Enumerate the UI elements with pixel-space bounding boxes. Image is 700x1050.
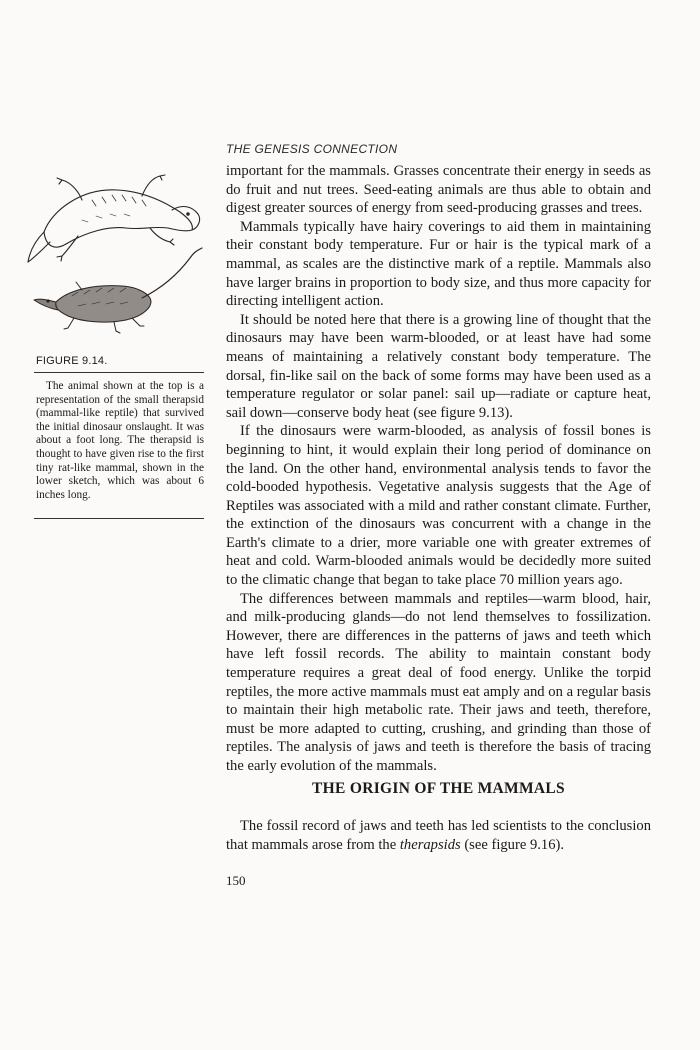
therapsid-sketch	[28, 175, 200, 262]
body-paragraph: important for the mammals. Grasses concentrate their energy in seeds as do fruit and nut trees. Seed-eating animals are thus able to obtain and digest greater sources of energy from seed-producing grasses and trees.	[226, 163, 651, 217]
body-text	[226, 162, 651, 776]
caption-bottom-rule	[34, 518, 204, 519]
page-number: 150	[226, 873, 246, 888]
caption-top-rule	[34, 372, 204, 373]
figure-illustration	[22, 170, 212, 345]
section-paragraph	[226, 817, 651, 854]
italic-term: therapsids	[399, 836, 461, 853]
figure-caption: The animal shown at the top is a representation of the small therapsid (mammal-like reptile) that survived the initial dinosaur onslaught. It was about a foot long. The therapsid is thought to have given rise to the first tiny rat-like mammal, shown in the lower sketch, which was about 6 inches long.	[36, 380, 204, 501]
rat-like-mammal-sketch	[34, 248, 202, 333]
body-paragraph: It should be noted here that there is a growing line of thought that the dinosaurs may have been warm-blooded, or at least have had some means of maintaining a relatively constant body temperature. The dorsal, fin-like sail on the back of some forms may have been used as a temperature regulator or solar panel: sail up—radiate or capture heat, sail down—conserve body heat (see figure 9.13).	[226, 311, 651, 421]
section-text-start: The fossil record of jaws and teeth has led scientists to the conclusion that mammals arose from the	[226, 818, 651, 853]
section-heading: THE ORIGIN OF THE MAMMALS	[312, 780, 565, 797]
running-head: THE GENESIS CONNECTION	[226, 142, 398, 156]
body-paragraph: The differences between mammals and reptiles—warm blood, hair, and milk-producing glands—do not lend themselves to fossilization. However, there are differences in the patterns of jaws and teeth which have left fossil records. The ability to maintain constant body temperature requires a great deal of food energy. Unlike the torpid reptiles, the more active mammals must eat amply and on a regular basis to maintain their high metabolic rate. Their jaws and teeth, therefore, must be more adapted to cutting, crushing, and grinding than those of reptiles. The analysis of jaws and teeth is therefore the basis of tracing the early evolution of the mammals.	[226, 590, 651, 774]
section-text-end: (see figure 9.16).	[460, 836, 565, 853]
body-paragraph: Mammals typically have hairy coverings to aid them in maintaining their constant body temperature. Fur or hair is the typical mark of a mammal, as scales are the distinctive mark of a reptile. Mammals also have larger brains in proportion to body size, and thus more capacity for directing intelligent action.	[226, 218, 651, 310]
body-paragraph: If the dinosaurs were warm-blooded, as analysis of fossil bones is beginning to hint, it would explain their long period of dominance on the land. On the other hand, environmental analysis tends to favor the cold-booded hypothesis. Vegetative analysis suggests that the Age of Reptiles was associated with a mild and rather constant climate. Further, the extinction of the dinosaurs was concurrent with a change in the Earth's climate to a drier, more variable one with greater extremes of heat and cold. Warm-blooded animals would be decidedly more suited to the climatic change that began to take place 70 million years ago.	[226, 423, 651, 589]
figure-label: FIGURE 9.14.	[36, 355, 108, 367]
